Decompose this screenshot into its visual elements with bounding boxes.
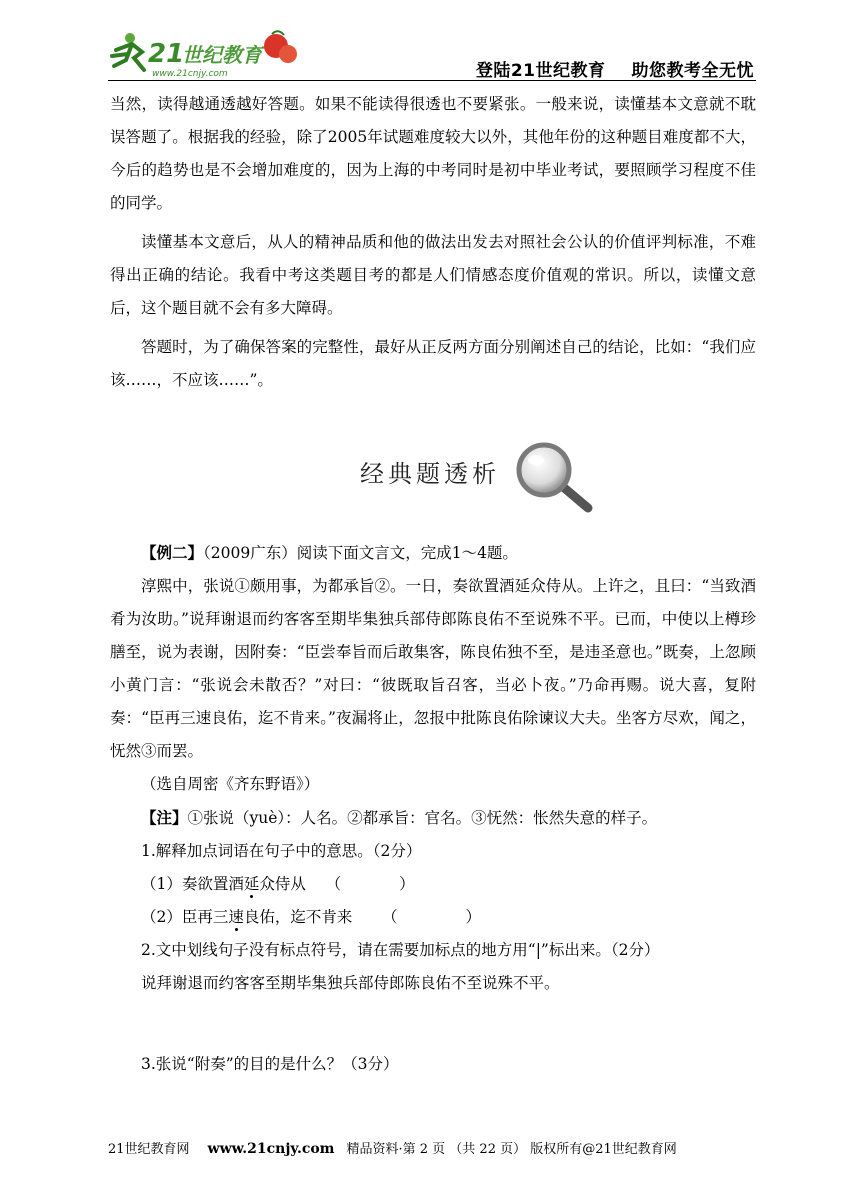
q1a-text: （1）奏欲置酒	[141, 875, 244, 893]
header-slogan	[450, 56, 754, 81]
example-heading	[110, 536, 756, 570]
slogan-left: 登陆21世纪教育	[475, 61, 606, 81]
example-prompt: （2009广东）阅读下面文言文，完成1～4题。	[203, 544, 518, 562]
page-header	[108, 22, 756, 84]
q1b-text: （2）臣再三	[141, 908, 229, 926]
intro-paragraph-1: 当然，读得越通透越好答题。如果不能读得很透也不要紧张。一般来说，读懂基本文意就不耽误答题了。根据我的经验，除了2005年试题难度较大以外，其他年份的这种题目难度都不大，今后的趋势也是不会增加难度的，因为上海的中考同时是初中毕业考试，要照顾学习程度不佳的同学。	[110, 95, 756, 212]
slogan-right: 助您教考全无忧	[631, 61, 754, 81]
intro-paragraph-3: 答题时，为了确保答案的完整性，最好从正反两方面分别阐述自己的结论，比如：“我们应该……，不应该……”。	[110, 338, 756, 389]
answer-blank-open-2: （	[381, 908, 398, 926]
page-footer	[108, 1138, 758, 1157]
footer-url[interactable]: www.21cnjy.com	[207, 1141, 335, 1157]
q1b-text-post: 良佑，迄不肯来	[243, 908, 353, 926]
note-label: 【注】	[141, 808, 188, 827]
question-1: 1.解释加点词语在句子中的意思。（2分）	[141, 842, 422, 860]
notes	[110, 801, 756, 835]
example-label: 【例二】	[141, 543, 204, 562]
magnifier-icon	[512, 440, 598, 514]
footer-page-info: 精品资料·第 2 页 （共 22 页） 版权所有@21世纪教育网	[346, 1142, 677, 1157]
section-title: 经典题透析	[360, 460, 500, 488]
section-heading	[0, 440, 860, 520]
question-3: 3.张说“附奏”的目的是什么？（3分）	[141, 1055, 399, 1073]
dotted-word-su: 速	[228, 908, 244, 926]
dotted-word-yan: 延	[243, 875, 260, 893]
question-1b	[110, 901, 756, 934]
answer-blank-open: （	[325, 875, 342, 893]
answer-blank-close: ）	[399, 875, 415, 893]
svg-text:世纪教育: 世纪教育	[182, 43, 262, 67]
svg-text:21: 21	[148, 39, 185, 69]
logo-21cnjy	[108, 26, 308, 82]
passage-source: （选自周密《齐东野语》）	[141, 775, 320, 793]
question-2: 2.文中划线句子没有标点符号，请在需要加标点的地方用“|”标出来。（2分）	[141, 941, 660, 959]
svg-text:www.21cnjy.com: www.21cnjy.com	[152, 69, 228, 79]
classical-passage: 淳熙中，张说①颇用事，为都承旨②。一日，奏欲置酒延众侍从。上许之，且曰：“当致酒肴为汝助。”说拜谢退而约客客至期毕集独兵部侍郎陈良佑不至说殊不平。已而，中使以上樽珍膳至，说为表谢，因附奏：“臣尝奉旨而后敢集客，陈良佑独不至，是违圣意也。”既奏，上忽顾小黄门言：“张说会未散否？”对曰：“彼既取旨召客，当必卜夜。”乃命再赐。说大喜，复附奏：“臣再三速良佑，迄不肯来。”夜漏将止，忽报中批陈良佑除谏议大夫。坐客方尽欢，闻之，怃然③而罢。	[110, 577, 756, 760]
question-1a	[110, 868, 756, 901]
header-divider	[108, 80, 756, 81]
answer-blank-close-2: ）	[465, 908, 481, 926]
question-2-sentence: 说拜谢退而约客客至期毕集独兵部侍郎陈良佑不至说殊不平。	[141, 974, 560, 992]
intro-paragraph-2: 读懂基本文意后，从人的精神品质和他的做法出发去对照社会公认的价值评判标准，不难得出正确的结论。我看中考这类题目考的都是人们情感态度价值观的常识。所以，读懂文意后，这个题目就不会有多大障碍。	[110, 233, 756, 317]
q1a-text-post: 众侍从	[259, 875, 306, 893]
intro-section	[110, 88, 756, 397]
note-text: ①张说（yuè）：人名。②都承旨：官名。③怃然：怅然失意的样子。	[187, 809, 658, 827]
example-section	[110, 536, 756, 1081]
footer-site: 21世纪教育网	[108, 1142, 190, 1157]
